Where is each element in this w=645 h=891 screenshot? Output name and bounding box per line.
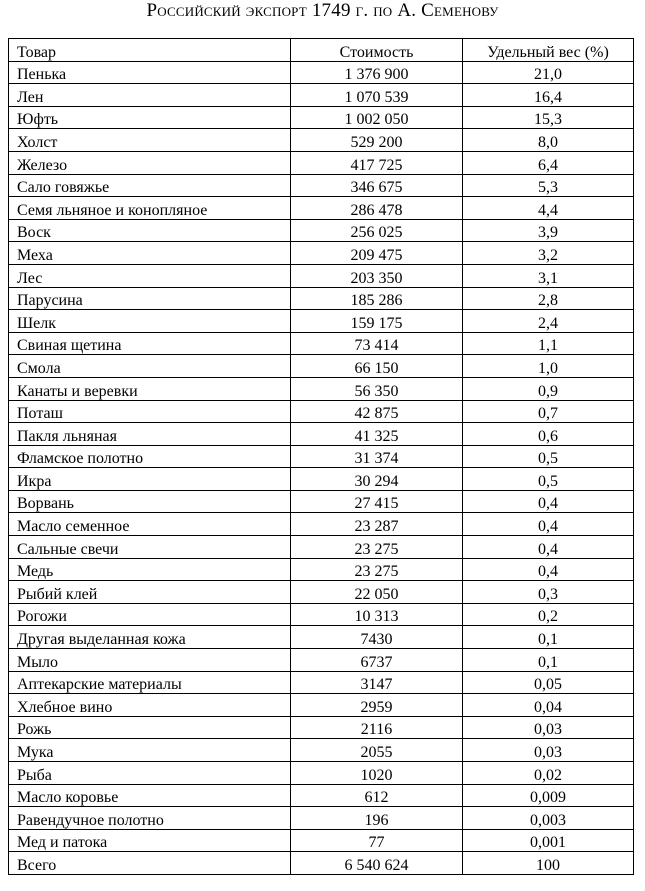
table-row — [9, 829, 634, 852]
cell-value: 2959 — [291, 694, 463, 717]
cell-value: 56 350 — [291, 377, 463, 400]
cell-product: Юфть — [9, 106, 291, 129]
cell-value: 10 313 — [291, 603, 463, 626]
cell-value: 1020 — [291, 762, 463, 785]
cell-product: Хлебное вино — [9, 694, 291, 717]
table-row — [9, 264, 634, 287]
cell-product: Холст — [9, 129, 291, 152]
cell-share: 2,8 — [463, 287, 634, 310]
cell-share: 0,5 — [463, 445, 634, 468]
cell-share: 16,4 — [463, 84, 634, 107]
table-row — [9, 626, 634, 649]
cell-value: 7430 — [291, 626, 463, 649]
cell-value: 3147 — [291, 671, 463, 694]
table-row — [9, 490, 634, 513]
cell-share: 0,4 — [463, 536, 634, 559]
table-row — [9, 716, 634, 739]
table-row — [9, 106, 634, 129]
cell-share: 1,0 — [463, 355, 634, 378]
cell-share: 0,2 — [463, 603, 634, 626]
header-share: Удельный вес (%) — [463, 39, 634, 62]
cell-value: 31 374 — [291, 445, 463, 468]
table-row — [9, 355, 634, 378]
cell-share: 8,0 — [463, 129, 634, 152]
cell-share: 0,003 — [463, 807, 634, 830]
cell-value: 77 — [291, 829, 463, 852]
table-row — [9, 129, 634, 152]
header-value: Стоимость — [291, 39, 463, 62]
cell-value: 27 415 — [291, 490, 463, 513]
cell-product: Икра — [9, 468, 291, 491]
cell-value: 66 150 — [291, 355, 463, 378]
table-row — [9, 84, 634, 107]
cell-value: 185 286 — [291, 287, 463, 310]
cell-product: Свиная щетина — [9, 332, 291, 355]
cell-value: 23 275 — [291, 558, 463, 581]
cell-value: 41 325 — [291, 423, 463, 446]
cell-value: 2116 — [291, 716, 463, 739]
table-total-row — [9, 852, 634, 875]
cell-value: 6 540 624 — [291, 852, 463, 875]
cell-product: Медь — [9, 558, 291, 581]
table-row — [9, 513, 634, 536]
cell-product: Рожь — [9, 716, 291, 739]
table-row — [9, 649, 634, 672]
cell-share: 1,1 — [463, 332, 634, 355]
cell-product: Пенька — [9, 61, 291, 84]
table-row — [9, 694, 634, 717]
cell-share: 3,1 — [463, 264, 634, 287]
cell-share: 0,6 — [463, 423, 634, 446]
cell-share: 0,9 — [463, 377, 634, 400]
cell-value: 23 275 — [291, 536, 463, 559]
table-row — [9, 174, 634, 197]
cell-share: 4,4 — [463, 197, 634, 220]
cell-product: Воск — [9, 219, 291, 242]
table-row — [9, 445, 634, 468]
cell-share: 0,3 — [463, 581, 634, 604]
cell-product: Железо — [9, 151, 291, 174]
cell-share: 0,03 — [463, 716, 634, 739]
cell-share: 0,03 — [463, 739, 634, 762]
cell-product: Масло семенное — [9, 513, 291, 536]
table-row — [9, 581, 634, 604]
table-row — [9, 151, 634, 174]
table-row — [9, 400, 634, 423]
cell-value: 42 875 — [291, 400, 463, 423]
table-row — [9, 603, 634, 626]
cell-product: Канаты и веревки — [9, 377, 291, 400]
table-row — [9, 807, 634, 830]
table-row — [9, 558, 634, 581]
cell-product: Шелк — [9, 310, 291, 333]
cell-product: Пакля льняная — [9, 423, 291, 446]
cell-product: Равендучное полотно — [9, 807, 291, 830]
cell-share: 0,02 — [463, 762, 634, 785]
table-row — [9, 61, 634, 84]
cell-value: 30 294 — [291, 468, 463, 491]
cell-share: 0,4 — [463, 490, 634, 513]
cell-share: 5,3 — [463, 174, 634, 197]
cell-product: Мыло — [9, 649, 291, 672]
cell-value: 196 — [291, 807, 463, 830]
cell-product: Меха — [9, 242, 291, 265]
cell-value: 417 725 — [291, 151, 463, 174]
table-row — [9, 671, 634, 694]
cell-product: Лес — [9, 264, 291, 287]
cell-product: Всего — [9, 852, 291, 875]
cell-product: Мед и патока — [9, 829, 291, 852]
cell-value: 1 002 050 — [291, 106, 463, 129]
table-row — [9, 423, 634, 446]
cell-product: Рогожи — [9, 603, 291, 626]
cell-share: 3,9 — [463, 219, 634, 242]
cell-product: Парусина — [9, 287, 291, 310]
table-row — [9, 536, 634, 559]
cell-share: 6,4 — [463, 151, 634, 174]
cell-value: 22 050 — [291, 581, 463, 604]
cell-value: 2055 — [291, 739, 463, 762]
cell-share: 0,009 — [463, 784, 634, 807]
table-row — [9, 219, 634, 242]
cell-share: 0,7 — [463, 400, 634, 423]
table-header-row — [9, 39, 634, 62]
table-row — [9, 242, 634, 265]
header-product: Товар — [9, 39, 291, 62]
cell-value: 256 025 — [291, 219, 463, 242]
cell-product: Лен — [9, 84, 291, 107]
cell-share: 0,1 — [463, 649, 634, 672]
document-title: Российский экспорт 1749 г. по А. Семенову — [146, 0, 499, 21]
table-row — [9, 197, 634, 220]
table-row — [9, 784, 634, 807]
cell-value: 612 — [291, 784, 463, 807]
cell-share: 0,4 — [463, 513, 634, 536]
cell-product: Семя льняное и конопляное — [9, 197, 291, 220]
cell-product: Сальные свечи — [9, 536, 291, 559]
cell-product: Поташ — [9, 400, 291, 423]
cell-share: 0,04 — [463, 694, 634, 717]
cell-value: 1 376 900 — [291, 61, 463, 84]
cell-product: Смола — [9, 355, 291, 378]
cell-share: 15,3 — [463, 106, 634, 129]
cell-share: 100 — [463, 852, 634, 875]
cell-value: 209 475 — [291, 242, 463, 265]
cell-value: 529 200 — [291, 129, 463, 152]
cell-value: 1 070 539 — [291, 84, 463, 107]
cell-share: 0,4 — [463, 558, 634, 581]
export-table — [8, 38, 634, 875]
cell-share: 0,001 — [463, 829, 634, 852]
cell-value: 346 675 — [291, 174, 463, 197]
cell-value: 203 350 — [291, 264, 463, 287]
cell-product: Сало говяжье — [9, 174, 291, 197]
cell-product: Рыбий клей — [9, 581, 291, 604]
cell-product: Рыба — [9, 762, 291, 785]
cell-share: 0,1 — [463, 626, 634, 649]
cell-product: Аптекарские материалы — [9, 671, 291, 694]
table-row — [9, 739, 634, 762]
table-row — [9, 468, 634, 491]
cell-product: Мука — [9, 739, 291, 762]
cell-share: 21,0 — [463, 61, 634, 84]
table-row — [9, 377, 634, 400]
table-row — [9, 287, 634, 310]
cell-product: Фламское полотно — [9, 445, 291, 468]
table-row — [9, 310, 634, 333]
cell-value: 6737 — [291, 649, 463, 672]
cell-product: Другая выделанная кожа — [9, 626, 291, 649]
cell-share: 0,5 — [463, 468, 634, 491]
cell-value: 73 414 — [291, 332, 463, 355]
cell-share: 0,05 — [463, 671, 634, 694]
table-row — [9, 332, 634, 355]
cell-share: 2,4 — [463, 310, 634, 333]
cell-share: 3,2 — [463, 242, 634, 265]
cell-value: 23 287 — [291, 513, 463, 536]
cell-product: Масло коровье — [9, 784, 291, 807]
cell-product: Ворвань — [9, 490, 291, 513]
table-row — [9, 762, 634, 785]
export-table-body — [9, 39, 634, 875]
cell-value: 286 478 — [291, 197, 463, 220]
cell-value: 159 175 — [291, 310, 463, 333]
